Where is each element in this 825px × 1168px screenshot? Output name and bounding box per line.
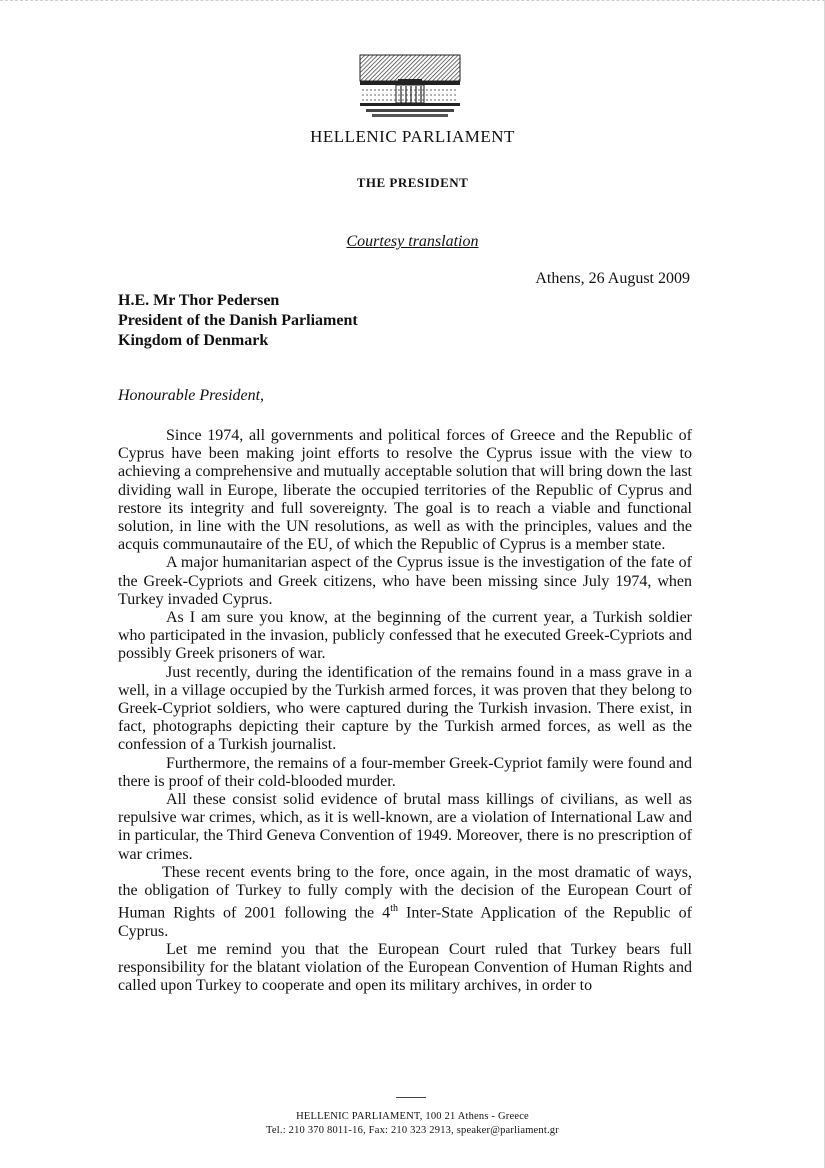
paragraph-8: Let me remind you that the European Court ruled that Turkey bears full responsibility for the blatant violation of the European Convention of Human Rights and called upon Turkey to cooperate and open its military archives, in order to — [118, 941, 692, 995]
paragraph-7-start: These recent events bring to the fore, once again, in the most dramatic of ways, the obligation of Turkey to fully comply with the decision of the European Court of Human Rights of 2001 following the 4 — [118, 863, 692, 922]
letter-body — [118, 427, 692, 996]
ordinal-suffix: th — [390, 903, 398, 915]
paragraph-7 — [118, 864, 692, 941]
institution-name: HELLENIC PARLIAMENT — [310, 127, 515, 146]
letter-date: Athens, 26 August 2009 — [535, 270, 690, 287]
footer-address: HELLENIC PARLIAMENT, 100 21 Athens - Greece — [296, 1111, 529, 1122]
paragraph-2: A major humanitarian aspect of the Cyprus issue is the investigation of the fate of the Greek-Cypriots and Greek citizens, who have been missing since July 1974, when Turkey invaded Cyprus. — [118, 554, 692, 608]
paragraph-5: Furthermore, the remains of a four-member Greek-Cypriot family were found and there is proof of their cold-blooded murder. — [118, 754, 692, 790]
paragraph-4: Just recently, during the identification of the remains found in a mass grave in a well, in a village occupied by the Turkish armed forces, it was proven that they belong to Greek-Cypriot soldiers, who were captured during the Turkish invasion. There exist, in fact, photographs depicting their capture by the Turkish armed forces, as well as the confession of a Turkish journalist. — [118, 663, 692, 754]
paragraph-3: As I am sure you know, at the beginning of the current year, a Turkish soldier who participated in the invasion, publicly confessed that he executed Greek-Cypriots and possibly Greek prisoners of war. — [118, 609, 692, 663]
parliament-building-emblem — [358, 53, 462, 119]
addressee-block — [118, 291, 358, 351]
paragraph-7-end: Inter-State Application of the Republic of Cyprus. — [118, 904, 693, 940]
addressee-name: H.E. Mr Thor Pedersen — [118, 292, 280, 309]
office-title: THE PRESIDENT — [356, 175, 469, 190]
salutation: Honourable President, — [118, 387, 265, 404]
addressee-title: President of the Danish Parliament — [118, 312, 358, 329]
paragraph-1: Since 1974, all governments and political forces of Greece and the Republic of Cyprus have been making joint efforts to resolve the Cyprus issue with the view to achieving a comprehensive and mutually acceptable solution that will bring down the last dividing wall in Europe, liberate the occupied territories of the Republic of Cyprus and restore its integrity and full sovereignty. The goal is to reach a viable and functional solution, in line with the UN resolutions, as well as with the principles, values and the acquis communautaire of the EU, of which the Republic of Cyprus is a member state. — [118, 427, 692, 554]
letterhead-footer — [0, 1110, 825, 1138]
footer-contact: Tel.: 210 370 8011-16, Fax: 210 323 2913, speaker@parliament.gr — [266, 1125, 559, 1136]
footer-divider — [396, 1097, 426, 1098]
paragraph-6: All these consist solid evidence of brutal mass killings of civilians, as well as repulsive war crimes, which, as it is well-known, are a violation of International Law and in particular, the Third Geneva Convention of 1949. Moreover, there is no prescription of war crimes. — [118, 791, 692, 863]
translation-note: Courtesy translation — [346, 233, 479, 250]
addressee-country: Kingdom of Denmark — [118, 332, 269, 349]
